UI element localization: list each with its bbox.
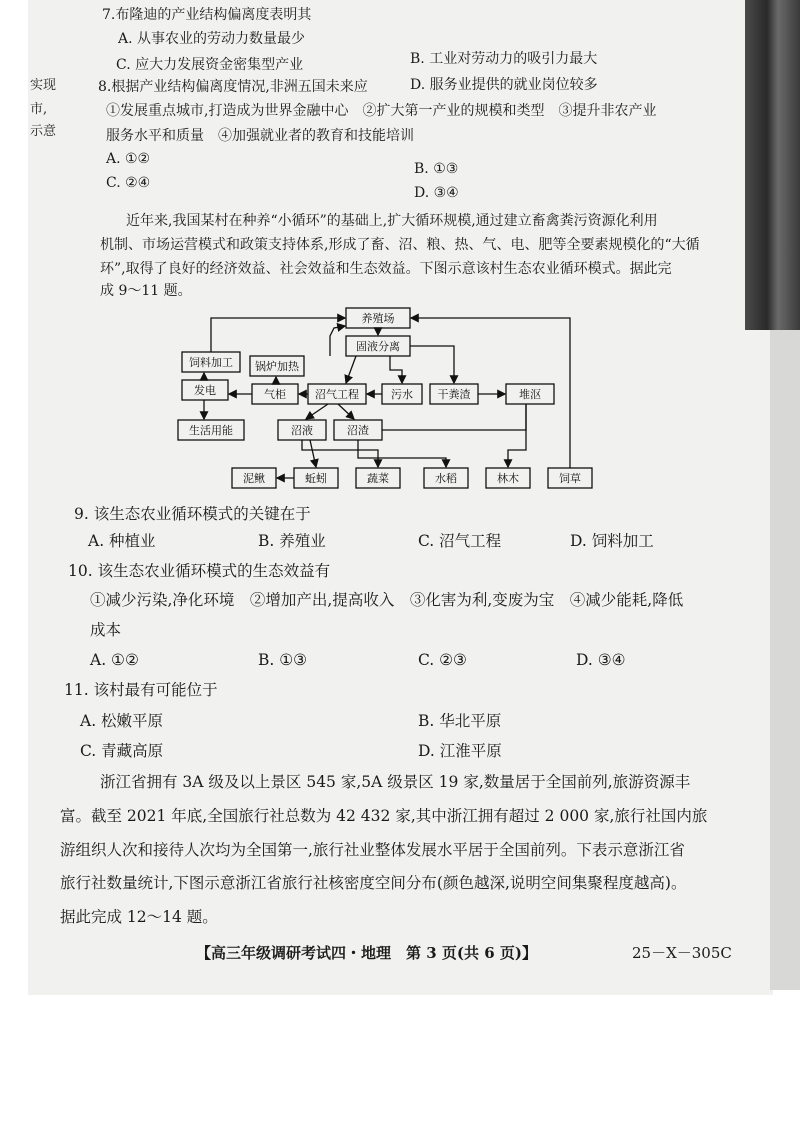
- q8-option-b: B. ①③: [414, 161, 459, 177]
- q11-option-b: B. 华北平原: [418, 712, 502, 730]
- margin-note: 市,: [30, 102, 48, 117]
- arrow-feed-farm: [211, 318, 345, 352]
- label-sewage: 污水: [391, 388, 413, 401]
- q7-stem: 7.布隆迪的产业结构偏离度表明其: [102, 7, 312, 23]
- label-boiler: 锅炉加热: [255, 360, 299, 373]
- q7-option-d: D. 服务业提供的就业岗位较多: [410, 77, 598, 93]
- passage1-line1: 近年来,我国某村在种养“小循环”的基础上,扩大循环规模,通过建立畜禽粪污资源化利用: [126, 213, 658, 229]
- label-forage: 饲草: [559, 472, 581, 485]
- passage2-line3: 游组织人次和接待人次均为全国第一,旅行社业整体发展水平居于全国前列。下表示意浙江省: [60, 841, 685, 859]
- page-footer-code: 25－X－305C: [632, 944, 732, 962]
- q7-option-c: C. 应大力发展资金密集型产业: [116, 57, 304, 73]
- passage2-line4: 旅行社数量统计,下图示意浙江省旅行社核密度空间分布(颜色越深,说明空间集聚程度越高)。: [60, 874, 687, 892]
- arrow-separation-biogas: [346, 356, 356, 383]
- margin-note: 示意: [30, 124, 57, 139]
- q9-option-b: B. 养殖业: [258, 532, 326, 550]
- label-biogas-liquid: 沼液: [291, 424, 313, 437]
- q10-option-d: D. ③④: [576, 651, 626, 669]
- passage1-line4: 成 9～11 题。: [100, 283, 192, 299]
- arrow-biogas-liquid: [306, 404, 328, 419]
- label-farm: 养殖场: [361, 312, 395, 325]
- q10-option-c: C. ②③: [418, 651, 467, 669]
- q8-line1: ①发展重点城市,打造成为世界金融中心 ②扩大第一产业的规模和类型 ③提升非农产业: [106, 103, 657, 119]
- arrow-forage-farm: [411, 318, 570, 468]
- q9-option-d: D. 饲料加工: [570, 532, 654, 550]
- background-shadow: [745, 0, 800, 330]
- q9-stem: 9. 该生态农业循环模式的关键在于: [74, 505, 311, 523]
- q11-option-d: D. 江淮平原: [418, 742, 502, 760]
- passage2-line1: 浙江省拥有 3A 级及以上景区 545 家,5A 级景区 19 家,数量居于全国前列,旅游资源丰: [100, 773, 691, 791]
- q10-line1: ①减少污染,净化环境 ②增加产出,提高收入 ③化害为利,变废为宝 ④减少能耗,降低: [90, 591, 684, 609]
- label-loach: 泥鳅: [243, 472, 265, 485]
- passage2-line5: 据此完成 12～14 题。: [60, 908, 218, 926]
- q9-option-a: A. 种植业: [88, 532, 156, 550]
- label-power: 发电: [194, 384, 216, 397]
- q7-option-a: A. 从事农业的劳动力数量最少: [118, 31, 306, 47]
- q8-line2: 服务水平和质量 ④加强就业者的教育和技能培训: [106, 128, 414, 144]
- arrow-separation-dry: [410, 346, 454, 383]
- q10-option-a: A. ①②: [90, 651, 139, 669]
- q8-option-a: A. ①②: [106, 151, 151, 167]
- q10-option-b: B. ①③: [258, 651, 308, 669]
- label-domestic-energy: 生活用能: [189, 424, 233, 437]
- margin-note: 实现: [30, 78, 57, 93]
- q11-stem: 11. 该村最有可能位于: [64, 681, 218, 699]
- label-dry-manure: 干粪渣: [437, 388, 471, 401]
- label-forest: 林木: [497, 472, 519, 485]
- q11-option-c: C. 青藏高原: [80, 742, 164, 760]
- q8-stem: 8.根据产业结构偏离度情况,非洲五国未来应: [98, 79, 368, 95]
- arrow-biogas-residue: [338, 404, 354, 419]
- q10-stem: 10. 该生态农业循环模式的生态效益有: [68, 562, 331, 580]
- passage1-line2: 机制、市场运营模式和政策支持体系,形成了畜、沼、粮、热、气、电、肥等全要素规模化的“大循: [100, 237, 700, 253]
- arrow-residue-rice: [358, 440, 446, 467]
- arrow-boiler-farm: [330, 326, 345, 356]
- background-edge: [770, 330, 800, 990]
- label-earthworm: 蚯蚓: [305, 472, 327, 485]
- q11-option-a: A. 松嫩平原: [80, 712, 164, 730]
- arrow-compost-forest: [508, 404, 526, 467]
- q7-option-b: B. 工业对劳动力的吸引力最大: [410, 51, 598, 67]
- arrow-separation-sewage: [390, 356, 402, 383]
- label-gas-holder: 气柜: [264, 388, 286, 401]
- label-feed-processing: 饲料加工: [189, 356, 233, 369]
- label-rice: 水稻: [435, 472, 457, 485]
- arrow-residue-compost: [382, 405, 526, 430]
- q8-option-c: C. ②④: [106, 175, 151, 191]
- label-biogas-residue: 沼渣: [347, 424, 369, 437]
- label-vegetables: 蔬菜: [367, 472, 389, 485]
- arrow-liquid-earthworm: [310, 440, 316, 467]
- q10-line2: 成本: [90, 621, 122, 639]
- passage1-line3: 环”,取得了良好的经济效益、社会效益和生态效益。下图示意该村生态农业循环模式。据此完: [100, 261, 672, 277]
- label-compost: 堆沤: [519, 388, 541, 401]
- q9-option-c: C. 沼气工程: [418, 532, 502, 550]
- eco-cycle-diagram: [170, 300, 610, 500]
- page-footer-title: 【高三年级调研考试四・地理 第 3 页(共 6 页)】: [196, 944, 537, 962]
- label-separation: 固液分离: [356, 340, 400, 353]
- label-biogas: 沼气工程: [315, 388, 359, 401]
- passage2-line2: 富。截至 2021 年底,全国旅行社总数为 42 432 家,其中浙江拥有超过 2 000 家,旅行社国内旅: [60, 807, 708, 825]
- q8-option-d: D. ③④: [414, 185, 459, 201]
